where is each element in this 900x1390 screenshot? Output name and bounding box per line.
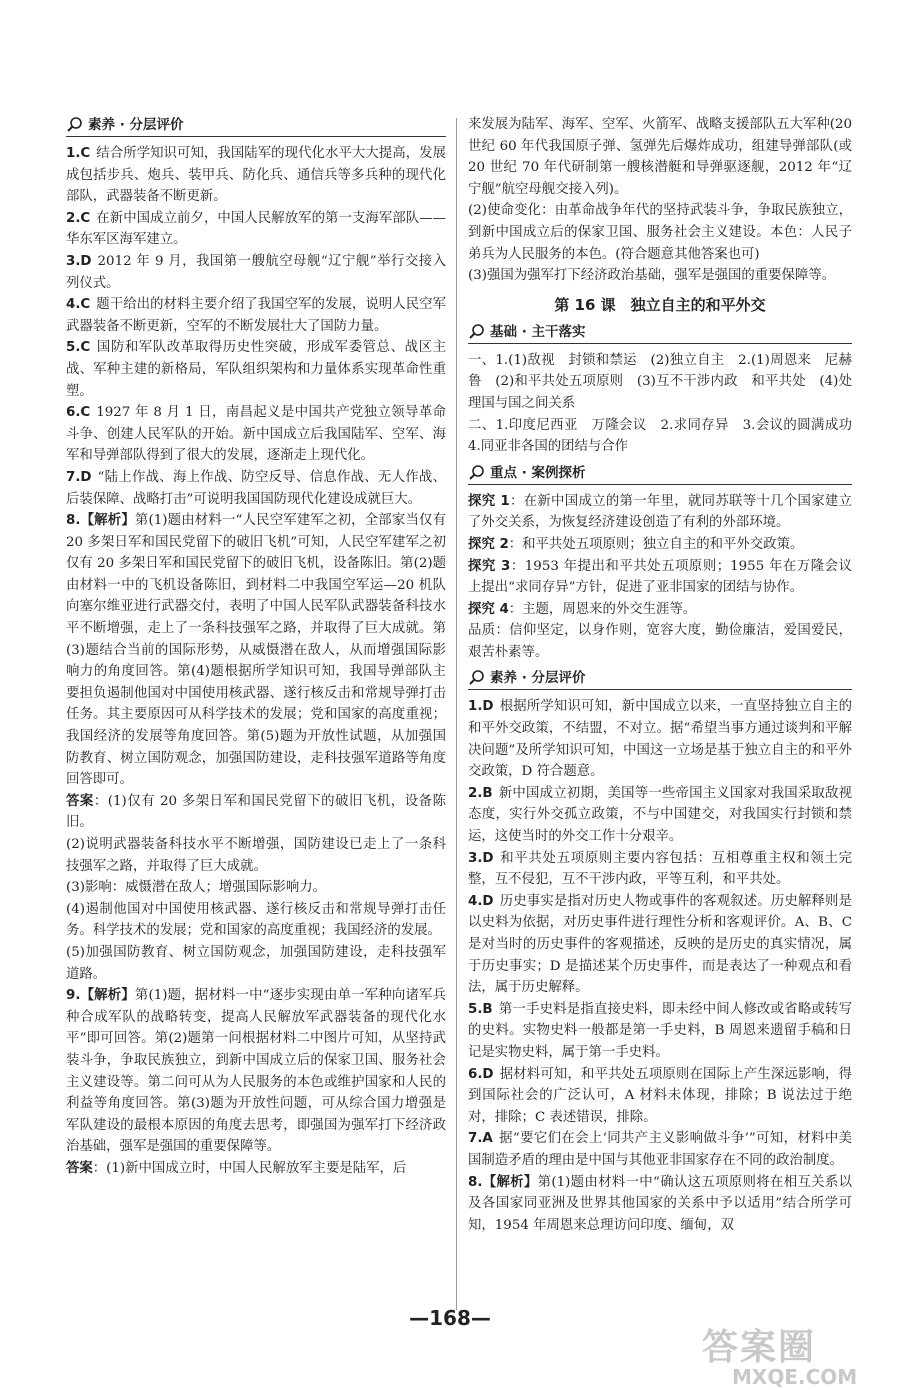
answer-item: 7.D “陆上作战、海上作战、防空反导、信息作战、无人作战、后装保障、战略打击”可说明我国国防现代化建设成就巨大。 — [66, 469, 446, 507]
watermark-logo — [702, 1327, 892, 1389]
answer-item: 5.C 国防和军队改革取得历史性突破，形成军委管总、战区主战、军种主建的新格局，军队组织架构和力量体系实现革命性重塑。 — [66, 340, 446, 399]
answer-item: 2.B 新中国成立初期，美国等一些帝国主义国家对我国采取敌视态度，实行外交孤立政策，不与中国建交，对我国实行封锁和禁运，这使当时的外交工作十分艰辛。 — [468, 785, 852, 845]
analysis-item: 8.【解析】第(1)题由材料一中“确认这五项原则将在相互关系以及各国家同亚洲及世界其他国家的关系中予以适用”结合所学可知，1954 年周恩来总理访问印度、缅甸，双 — [468, 1174, 853, 1233]
answer-item: 6.C 1927 年 8 月 1 日，南昌起义是中国共产党独立领导革命斗争、创建人民军队的开始。新中国成立后我国陆军、空军、海军和导弹部队得到了很大的发展，逐渐走上现代化。 — [66, 405, 446, 464]
section-header-zhongdian — [468, 462, 852, 485]
answer-line: (2)说明武器装备科技水平不断增强，国防建设已走上了一条科技强军之路，并取得了巨大成就。 — [66, 837, 446, 874]
answer-line: 答案：(1)新中国成立时，中国人民解放军主要是陆军，后 — [66, 1160, 407, 1176]
left-column — [66, 110, 446, 1180]
explore-item: 探究 1：在新中国成立的第一年里，就同苏联等十几个国家建立了外交关系，为恢复经济建设创造了有利的外部环境。 — [468, 493, 852, 531]
analysis-item: 9.【解析】第(1)题，据材料一中“逐步实现由单一军种向诸军兵种合成军队的战略转变，提高人民解放军武器装备的现代化水平”即可回答。第(2)题第一问根据材料二中图片可知，从坚持武装斗争，争取民族独立，到新中国成立后的保家卫国、服务社会主义建设等。第二问可从为人民服务的本色或维护国家和人民的利益等角度回答。第(3)题为开放性问题，可从综合国力增强是军队建设的最根本原因的角度去思考，即强国为强军打下经济政治基础，强军是强国的重要保障等。 — [66, 988, 447, 1155]
section-title: 素养 · 分层评价 — [490, 670, 586, 687]
section-header-suyang — [468, 667, 852, 690]
answer-line: 来发展为陆军、海军、空军、火箭军、战略支援部队五大军种(20 世纪 60 年代我国原子弹、氢弹先后爆炸成功，组建导弹部队(或 20 世纪 70 年代研制第一艘核潜艇和导弹驱逐舰，2012 年“辽宁舰”航空母舰交接入列)。 — [468, 117, 852, 197]
answer-item: 6.D 据材料可知，和平共处五项原则在国际上产生深远影响，得到国际社会的广泛认可，A 材料未体现，排除；B 说法过于绝对，排除；C 表述错误，排除。 — [468, 1066, 852, 1125]
fill-answer: 二、1.印度尼西亚 万隆会议 2.求同存异 3.会议的圆满成功 4.同亚非各国的团结与合作 — [468, 417, 866, 455]
answer-item: 1.D 根据所学知识可知，新中国成立以来，一直坚持独立自主的和平外交政策，不结盟，不对立。据“希望当事方通过谈判和平解决问题”及所学知识可知，中国这一立场是基于独立自主的和平外交政策，D 符合题意。 — [468, 699, 852, 780]
answer-item: 1.C 结合所学知识可知，我国陆军的现代化水平大大提高，发展成包括步兵、炮兵、装甲兵、防化兵、通信兵等多兵种的现代化部队，武器装备不断更新。 — [66, 146, 446, 205]
lesson-title: 第 16 课 独立自主的和平外交 — [554, 295, 766, 314]
section-header-jichu — [468, 321, 852, 344]
answer-item: 3.D 和平共处五项原则主要内容包括：互相尊重主权和领土完整，互不侵犯，互不干涉内政，平等互利，和平共处。 — [468, 850, 852, 888]
explore-item: 探究 2：和平共处五项原则；独立自主的和平外交政策。 — [468, 536, 804, 552]
explore-item: 品质：信仰坚定，以身作则，宽容大度，勤俭廉洁，爱国爱民，艰苦朴素等。 — [468, 623, 852, 660]
fill-answer: 一、1.(1)敌视 封锁和禁运 (2)独立自主 2.(1)周恩来 尼赫鲁 (2)和平共处五项原则 (3)互不干涉内政 和平共处 (4)处理国与国之间关系 — [468, 352, 852, 411]
explore-item: 探究 4：主题，周恩来的外交生涯等。 — [468, 601, 697, 617]
answer-item: 2.C 在新中国成立前夕，中国人民解放军的第一支海军部队——华东军区海军建立。 — [66, 210, 446, 248]
magnifier-icon — [468, 323, 486, 341]
explore-item: 探究 3：1953 年提出和平共处五项原则；1955 年在万隆会议上提出“求同存异”方针，促进了亚非国家的团结与协作。 — [468, 558, 852, 596]
watermark-text: 答案圈 — [702, 1327, 817, 1368]
analysis-item: 8.【解析】第(1)题由材料一“人民空军建军之初，全部家当仅有 20 多架日军和国民党留下的破旧飞机”可知，人民空军建军之初仅有 20 多架日军和国民党留下的破旧飞机，设备陈旧。第(2)题由材料一中的飞机设备陈旧，到材料二中我国空军运—20 机队向塞尔维亚进行武器交付，表明了中国人民军队武器装备科技水平不断增强，走上了一条科技强军之路，并取得了巨大成就。第(3)题结合当前的国际形势，从威慑潜在敌人，从而增强国际影响力的角度回答。第(4)题根据所学知识可知，我国导弹部队主要担负遏制他国对中国使用核武器、遂行核反击和常规导弹打击任务。其主要原因可从科学技术的发展；党和国家的高度重视；我国经济的发展等角度回答。第(5)题为开放性试题，从加强国防教育、树立国防观念，加强国防建设，走科技强军道路等角度回答即可。 — [66, 513, 447, 788]
answer-item: 5.B 第一手史料是指直接史料，即未经中间人修改或省略或转写的史料。实物史料一般都是第一手史料，B 周恩来遗留手稿和日记是实物史料，属于第一手史料。 — [468, 1001, 852, 1060]
answer-line: (4)遏制他国对中国使用核武器、遂行核反击和常规导弹打击任务。科学技术的发展；党和国家的高度重视；我国经济的发展。 — [66, 901, 446, 939]
answer-line: (3)影响：威慑潜在敌人；增强国际影响力。 — [66, 880, 326, 896]
answer-line: (2)使命变化：由革命战争年代的坚持武装斗争，争取民族独立，到新中国成立后的保家卫国、服务社会主义建设。本色：人民子弟兵为人民服务的本色。(符合题意其他答案也可) — [468, 203, 852, 262]
section-header-suyang — [66, 114, 446, 137]
column-divider — [456, 118, 457, 1310]
answer-item: 3.D 2012 年 9 月，我国第一艘航空母舰“辽宁舰”举行交接入列仪式。 — [66, 253, 446, 291]
answer-line: (3)强国为强军打下经济政治基础，强军是强国的重要保障等。 — [468, 268, 836, 284]
magnifier-icon — [468, 464, 486, 482]
section-title: 素养 · 分层评价 — [88, 117, 184, 133]
answer-item: 7.A 据“要它们在会上‘同共产主义影响做斗争’”可知，材料中美国制造矛盾的理由是中国与其他亚非国家存在不同的政治制度。 — [468, 1131, 852, 1168]
right-column — [468, 114, 866, 1236]
watermark-url: MXQE.COM — [732, 1365, 858, 1389]
answer-item: 4.C 题干给出的材料主要介绍了我国空军的发展，说明人民空军武器装备不断更新，空军的不断发展壮大了国防力量。 — [66, 297, 446, 334]
page-number: —168— — [409, 1306, 491, 1330]
answer-line: 答案：(1)仅有 20 多架日军和国民党留下的破旧飞机，设备陈旧。 — [66, 793, 446, 831]
magnifier-icon — [66, 116, 84, 134]
answer-item: 4.D 历史事实是指对历史人物或事件的客观叙述。历史解释则是以史料为依据，对历史事件进行理性分析和客观评价。A、B、C 是对当时的历史事件的客观描述，反映的是历史的真实情况，属于历史事实；D 是描述某个历史事件，而是表达了一种观点和看法，属于历史解释。 — [468, 893, 852, 996]
answer-line: (5)加强国防教育、树立国防观念，加强国防建设，走科技强军道路。 — [66, 944, 446, 982]
magnifier-icon — [468, 669, 486, 687]
section-title: 基础 · 主干落实 — [490, 323, 586, 340]
section-title: 重点 · 案例探析 — [490, 464, 586, 481]
